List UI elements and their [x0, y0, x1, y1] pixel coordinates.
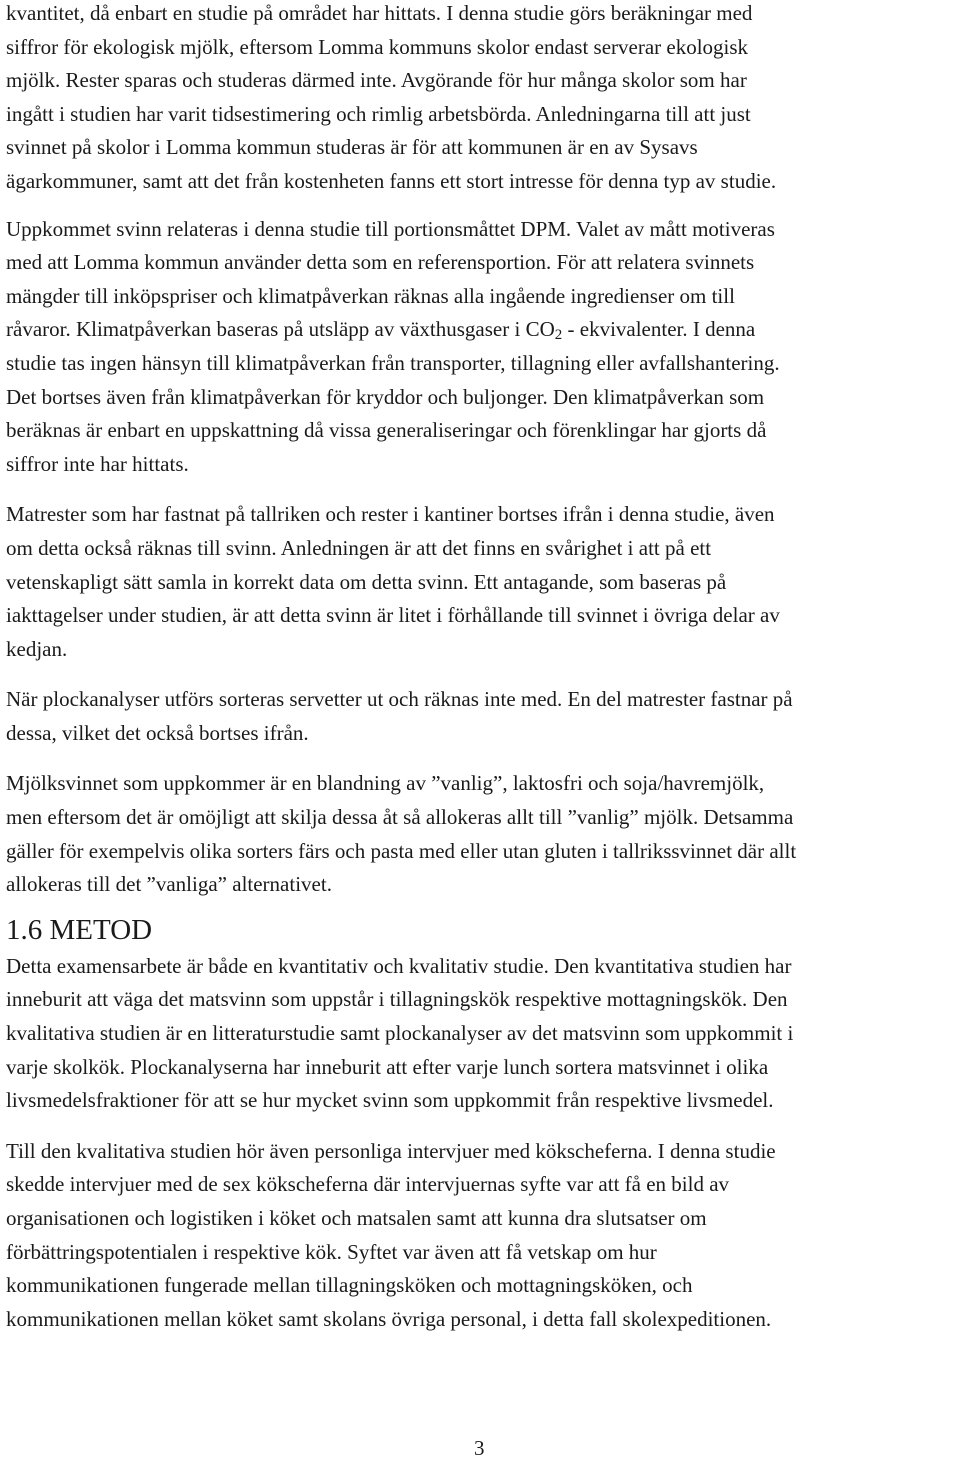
text-line: siffror för ekologisk mjölk, eftersom Lomma kommuns skolor endast serverar ekologisk	[6, 34, 749, 59]
text-line: När plockanalyser utförs sorteras servetter ut och räknas inte med. En del matrester fastnar på	[6, 687, 793, 712]
co2-subscript: 2	[554, 327, 563, 344]
text-line-co2	[6, 313, 958, 347]
paragraph-gap	[6, 1118, 958, 1135]
document-page	[6, 0, 958, 1336]
text-line: varje skolkök. Plockanalyserna har inneburit att efter varje lunch sortera matsvinnet i olika	[6, 1054, 769, 1079]
paragraph-intervjuer	[6, 1135, 958, 1337]
text-line: Mjölksvinnet som uppkommer är en blandning av ”vanlig”, laktosfri och soja/havremjölk,	[6, 771, 765, 796]
text-line: beräknas är enbart en uppskattning då vissa generaliseringar och förenklingar har gjorts då	[6, 418, 767, 443]
text-line: ägarkommuner, samt att det från kostenheten fanns ett stort intresse för denna typ av studie.	[6, 168, 777, 193]
text-line: kommunikationen fungerade mellan tillagningsköken och mottagningsköken, och	[6, 1273, 693, 1298]
text-line: kedjan.	[6, 636, 68, 661]
page-number: 3	[474, 1436, 485, 1460]
text-line: om detta också räknas till svinn. Anledningen är att det finns en svårighet i att på ett	[6, 535, 712, 560]
text-line: gäller för exempelvis olika sorters färs och pasta med eller utan gluten i tallrikssvinnet där allt	[6, 838, 797, 863]
text-line: mängder till inköpspriser och klimatpåverkan räknas alla ingående ingredienser om till	[6, 283, 735, 308]
text-line: allokeras till det ”vanliga” alternativet.	[6, 872, 332, 897]
text-line: kommunikationen mellan köket samt skolans övriga personal, i detta fall skolexpeditionen.	[6, 1306, 772, 1331]
paragraph-mjolksvinn	[6, 767, 958, 901]
text-line: inneburit att väga det matsvinn som uppstår i tillagningskök respektive mottagningskök. Den	[6, 987, 788, 1012]
text-line: studie tas ingen hänsyn till klimatpåverkan från transporter, tillagning eller avfallshantering.	[6, 350, 780, 375]
co2-text-before: råvaror. Klimatpåverkan baseras på utsläpp av växthusgaser i CO	[6, 317, 555, 342]
paragraph-matrester	[6, 498, 958, 666]
text-line: iakttagelser under studien, är att detta svinn är litet i förhållande till svinnet i övriga delar av	[6, 603, 780, 628]
paragraph-metod	[6, 950, 958, 1118]
text-line: Detta examensarbete är både en kvantitativ och kvalitativ studie. Den kvantitativa studien har	[6, 953, 792, 978]
paragraph-dpm	[6, 213, 958, 482]
text-line: Det bortses även från klimatpåverkan för kryddor och buljonger. Den klimatpåverkan som	[6, 384, 765, 409]
text-line: kvalitativa studien är en litteraturstudie samt plockanalyser av det matsvinn som uppkommit i	[6, 1021, 794, 1046]
paragraph-scope	[6, 0, 958, 199]
text-line: kvantitet, då enbart en studie på området har hittats. I denna studie görs beräkningar med	[6, 1, 753, 25]
text-line: mjölk. Rester sparas och studeras därmed inte. Avgörande för hur många skolor som har	[6, 68, 747, 93]
text-line: skedde intervjuer med de sex kökscheferna där intervjuernas syfte var att få en bild av	[6, 1172, 730, 1197]
text-line: men eftersom det är omöjligt att skilja dessa åt så allokeras allt till ”vanlig” mjölk. Detsamma	[6, 805, 794, 830]
text-line: organisationen och logistiken i köket och matsalen samt att kunna dra slutsatser om	[6, 1206, 707, 1230]
text-line: Till den kvalitativa studien hör även personliga intervjuer med kökscheferna. I denna studie	[6, 1138, 776, 1163]
text-line: med att Lomma kommun använder detta som en referensportion. För att relatera svinnets	[6, 250, 755, 275]
heading-gap	[6, 902, 958, 910]
text-line: svinnet på skolor i Lomma kommun studeras är för att kommunen är en av Sysavs	[6, 135, 698, 160]
text-line: förbättringspotentialen i respektive kök. Syftet var även att få vetskap om hur	[6, 1239, 657, 1264]
text-line: siffror inte har hittats.	[6, 451, 189, 476]
text-line: Matrester som har fastnat på tallriken och rester i kantiner bortses ifrån i denna studie, även	[6, 502, 775, 527]
paragraph-servetter	[6, 683, 958, 750]
section-heading-metod: 1.6 METOD	[6, 913, 153, 946]
paragraph-gap	[6, 750, 958, 767]
text-line: ingått i studien har varit tidsestimering och rimlig arbetsbörda. Anledningarna till att just	[6, 101, 751, 126]
co2-text-after: - ekvivalenter. I denna	[562, 317, 756, 342]
paragraph-gap	[6, 481, 958, 498]
text-line: Uppkommet svinn relateras i denna studie till portionsmåttet DPM. Valet av mått motiveras	[6, 216, 775, 241]
paragraph-gap	[6, 199, 958, 213]
text-line: dessa, vilket det också bortses ifrån.	[6, 720, 309, 745]
paragraph-gap	[6, 666, 958, 683]
text-line: vetenskapligt sätt samla in korrekt data om detta svinn. Ett antagande, som baseras på	[6, 569, 727, 594]
text-line: livsmedelsfraktioner för att se hur mycket svinn som uppkommit från respektive livsmedel.	[6, 1088, 774, 1113]
